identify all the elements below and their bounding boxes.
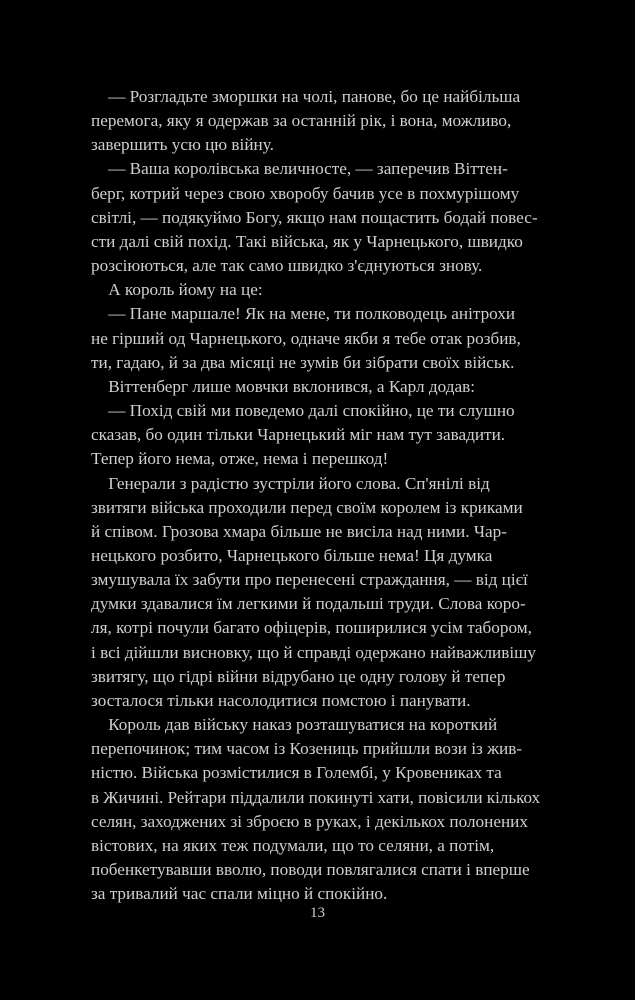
text-line: — Пане маршале! Як на мене, ти полководець анітрохи [91, 304, 516, 324]
text-line: — Похід свій ми поведемо далі спокійно, це ти слушно [91, 401, 515, 421]
text-line: сказав, бо один тільки Чарнецький міг нам тут завадити. [91, 425, 506, 445]
text-line: ти, гадаю, й за два місяці не зумів би зібрати своїх військ. [91, 352, 515, 372]
text-line: перепочинок; тим часом із Козениць прийшли вози із жив- [91, 739, 523, 759]
text-line: берг, котрий через свою хворобу бачив усе в похмурішому [91, 183, 520, 203]
text-line: Генерали з радістю зустріли його слова. Сп'янілі від [91, 473, 490, 493]
text-line: світлі, — подякуймо Богу, якщо нам пощастить бодай повес- [91, 207, 538, 227]
text-line: вістових, на яких теж подумали, що то селяни, а потім, [91, 835, 495, 855]
text-line: селян, заходжених зі зброєю в руках, і декількох полонених [91, 811, 528, 831]
text-line: А король йому на це: [91, 280, 263, 300]
text-line: ністю. Війська розмістилися в Голембі, у Кровениках та [91, 763, 502, 783]
text-line: перемога, яку я одержав за останній рік, і вона, можливо, [91, 111, 512, 131]
text-line: і всі дійшли висновку, що й справді одержано найважливішу [91, 642, 536, 662]
text-line: звитягу, що гідрі війни відрубано це одну голову й тепер [91, 666, 506, 686]
text-line: зосталося тільки насолодитися помстою і панувати. [91, 690, 471, 710]
text-line: розсіюються, але так само швидко з'єднуються знову. [91, 256, 483, 276]
text-line: побенкетувавши вволю, поводи повлягалися спати і вперше [91, 860, 530, 879]
text-line: нецького розбито, Чарнецького більше нема! Ця думка [91, 545, 493, 565]
text-line: й співом. Грозова хмара більше не висіла над ними. Чар- [91, 521, 507, 541]
text-line: Тепер його нема, отже, нема і перешкод! [91, 449, 389, 469]
page-number: 13 [310, 905, 325, 921]
text-line: за тривалий час спали міцно й спокійно. [91, 884, 388, 904]
text-line: в Жичині. Рейтари піддалили покинуті хати, повісили кількох [91, 787, 541, 807]
text-line: — Ваша королівська величносте, — заперечив Віттен- [91, 159, 508, 179]
text-line: думки здавалися їм легкими й подальші труди. Слова коро- [91, 594, 526, 614]
text-line: сти далі свій похід. Такі війська, як у Чарнецького, швидко [91, 231, 523, 251]
text-line: змушувала їх забути про перенесені страждання, — від цієї [91, 570, 528, 590]
text-line: Віттенберг лише мовчки вклонився, а Карл додав: [91, 376, 476, 396]
text-line: не гірший од Чарнецького, одначе якби я тебе отак розбив, [91, 328, 521, 348]
text-line: ля, котрі почули багато офіцерів, поширилися усім табором, [91, 618, 532, 638]
body-text [91, 85, 540, 906]
text-line: завершить усю цю війну. [91, 135, 274, 155]
text-line: Король дав війську наказ розташуватися на короткий [91, 715, 498, 735]
text-line: — Розгладьте зморшки на чолі, панове, бо це найбільша [91, 87, 521, 106]
text-line: звитяги війська проходили перед своїм королем із криками [91, 497, 523, 517]
